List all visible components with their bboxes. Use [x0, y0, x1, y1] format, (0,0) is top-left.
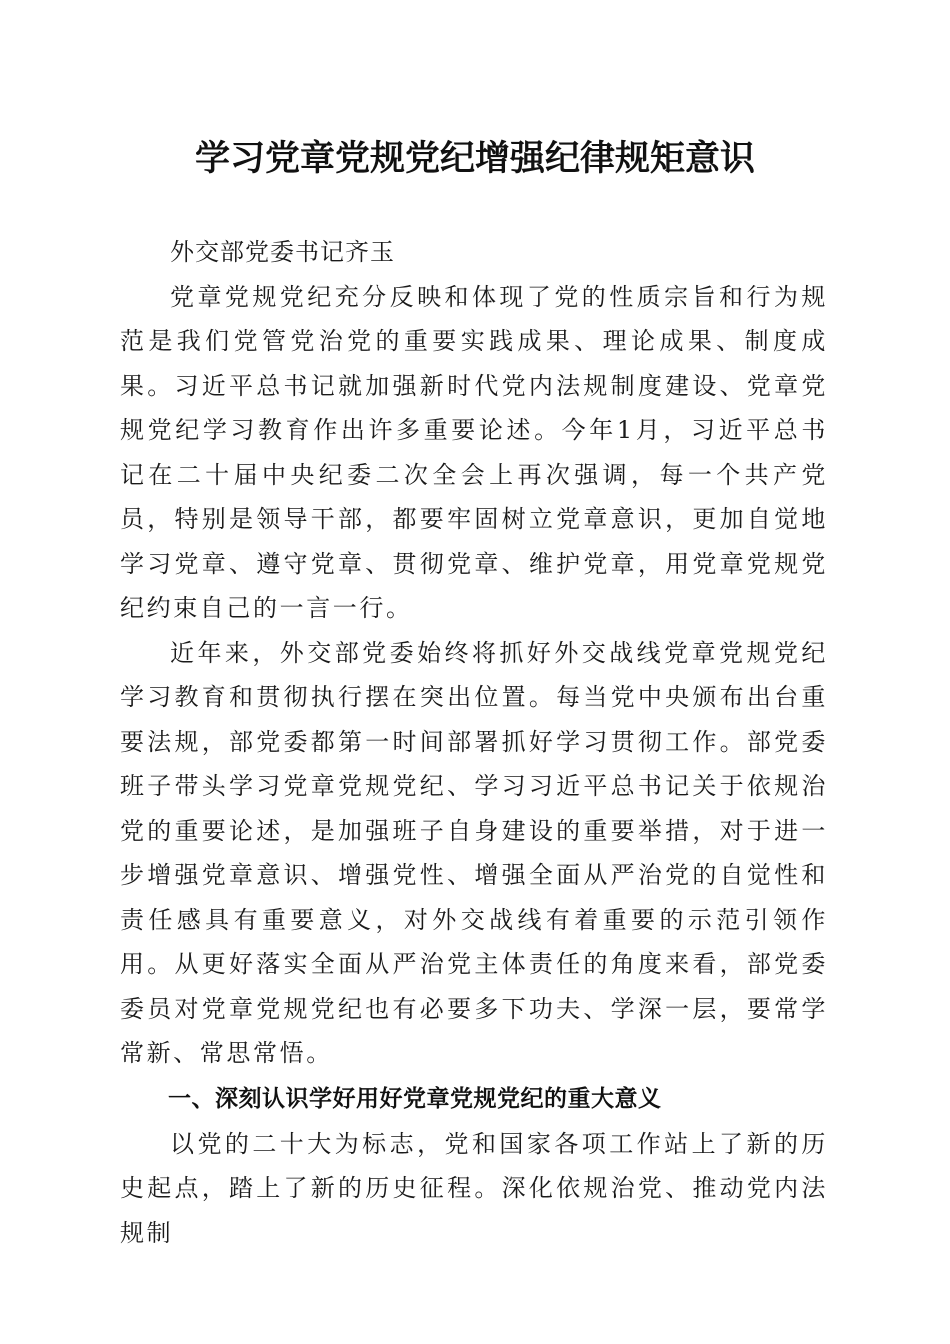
document-body	[120, 230, 828, 1255]
paragraph-1: 党章党规党纪充分反映和体现了党的性质宗旨和行为规范是我们党管党治党的重要实践成果、理论成果、制度成果。习近平总书记就加强新时代党内法规制度建设、党章党规党纪学习教育作出许多重要论述。今年1月，习近平总书记在二十届中央纪委二次全会上再次强调，每一个共产党员，特别是领导干部，都要牢固树立党章意识，更加自觉地学习党章、遵守党章、贯彻党章、维护党章，用党章党规党纪约束自己的一言一行。	[120, 282, 828, 622]
document-title: 学习党章党规党纪增强纪律规矩意识	[194, 138, 755, 179]
section-heading: 一、深刻认识学好用好党章党规党纪的重大意义	[168, 1085, 662, 1112]
paragraph-2: 近年来，外交部党委始终将抓好外交战线党章党规党纪学习教育和贯彻执行摆在突出位置。每当党中央颁布出台重要法规，部党委都第一时间部署抓好学习贯彻工作。部党委班子带头学习党章党规党纪、学习习近平总书记关于依规治党的重要论述，是加强班子自身建设的重要举措，对于进一步增强党章意识、增强党性、增强全面从严治党的自觉性和责任感具有重要意义，对外交战线有着重要的示范引领作用。从更好落实全面从严治党主体责任的角度来看，部党委委员对党章党规党纪也有必要多下功夫、学深一层，要常学常新、常思常悟。	[120, 638, 828, 1067]
author-line: 外交部党委书记齐玉	[170, 238, 395, 266]
section-paragraph: 以党的二十大为标志，党和国家各项工作站上了新的历史起点，踏上了新的历史征程。深化依规治党、推动党内法规制	[120, 1129, 828, 1247]
